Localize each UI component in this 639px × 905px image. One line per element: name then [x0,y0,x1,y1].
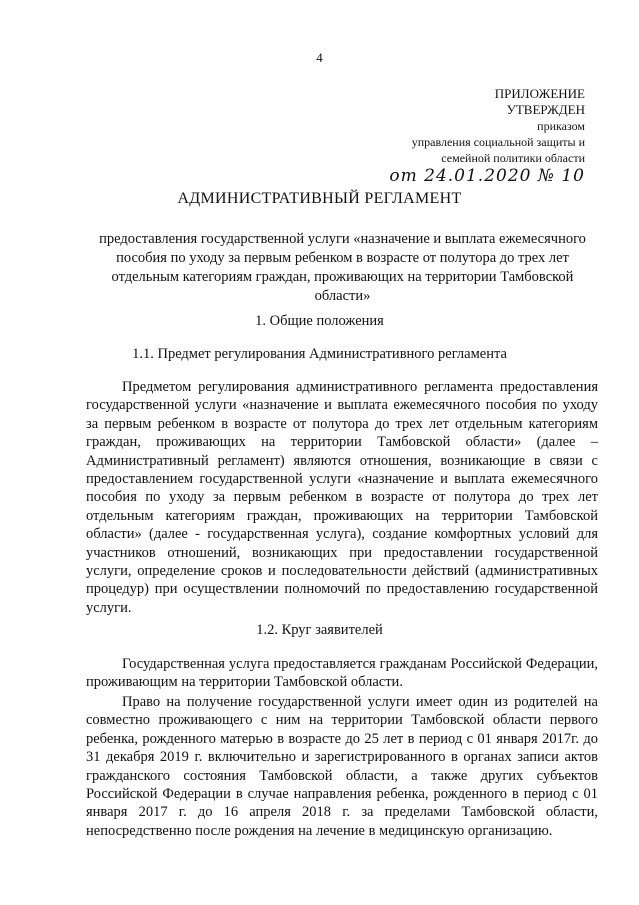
section-heading-general: 1. Общие положения [255,313,384,329]
department-line-1: управления социальной защиты и [411,135,585,149]
handwritten-date-number: от 24.01.2020 № 10 [389,166,585,186]
appendix-label: ПРИЛОЖЕНИЕ [494,86,585,101]
paragraph-eligibility: Право на получение государственной услуги имеет один из родителей на совместно проживающего с ним на территории Тамбовской области первого ребенка, рожденного матерью в возрасте до 25 лет в период с 01 января 2017г. до 31 декабря 2019 г. включительно и зарегистрированного в органах записи актов гражданского состояния Тамбовской области, а также других субъектов Российской Федерации в случае направления ребенка, рожденного в период с 01 января 2017 г. до 16 апреля 2018 г. за пределами Тамбовской области, непосредственно после рождения на лечение в медицинскую организацию. [86,694,598,839]
document-title: АДМИНИСТРАТИВНЫЙ РЕГЛАМЕНТ [177,190,462,207]
document-subtitle: предоставления государственной услуги «назначение и выплата ежемесячного пособия по уходу за первым ребенком в возрасте от полутора до трех лет отдельным категориям граждан, проживающих на территории Тамбовской области» [99,231,586,304]
page-number: 4 [316,50,323,65]
approved-label: УТВЕРЖДЕН [506,102,585,117]
order-label: приказом [537,119,585,133]
section-heading-applicants: 1.2. Круг заявителей [256,622,383,638]
paragraph-applicants: Государственная услуга предоставляется гражданам Российской Федерации, проживающим на территории Тамбовской области. [86,656,598,691]
paragraph-subject: Предметом регулирования административного регламента предоставления государственной услуги «назначение и выплата ежемесячного пособия по уходу за первым ребенком в возрасте от полутора до трех лет отдельным категориям граждан, проживающих на территории Тамбовской области» (далее – Административный регламент) являются отношения, возникающие в связи с предоставлением государственной услуги «назначение и выплата ежемесячного пособия по уходу за первым ребенком в возрасте от полутора до трех лет отдельным категориям граждан, проживающих на территории Тамбовской области» (далее - государственная услуга), создание комфортных условий для участников отношений, возникающих при предоставлении государственной услуги, определение сроков и последовательности действий (административных процедур) при осуществлении полномочий по предоставлению государственной услуги. [86,379,598,616]
approval-block [325,86,585,184]
section-heading-subject: 1.1. Предмет регулирования Административного регламента [132,346,507,362]
department-line-2: семейной политики области [441,151,585,165]
